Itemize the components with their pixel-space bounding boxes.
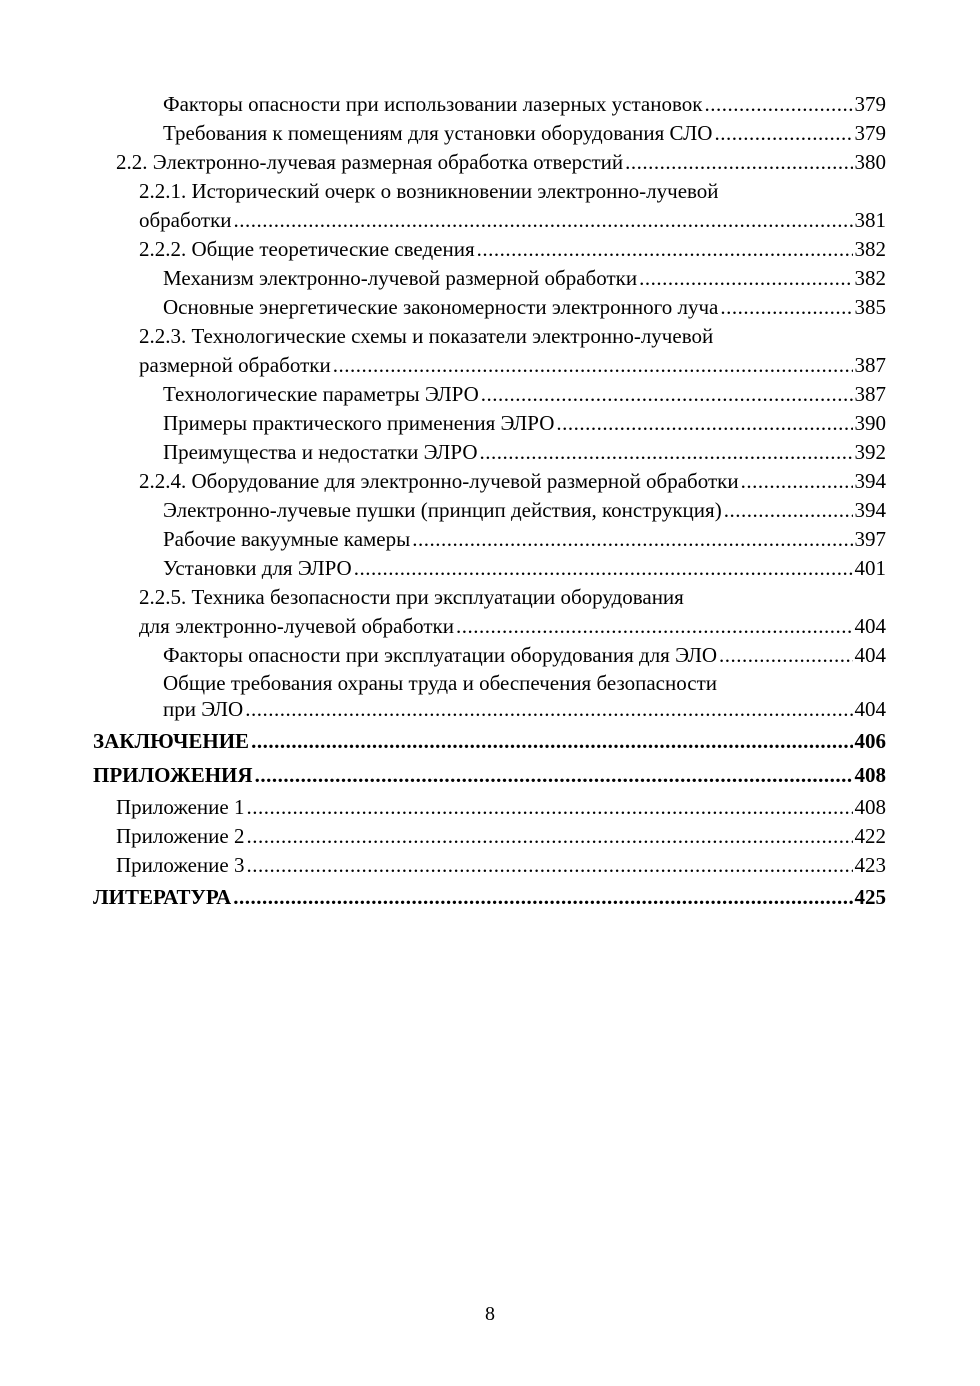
toc-entry[interactable]: [93, 293, 886, 322]
toc-entry-page: 379: [854, 121, 886, 145]
toc-entry[interactable]: [93, 822, 886, 851]
dot-leader: [251, 726, 852, 756]
toc-entry-conclusion[interactable]: [93, 726, 886, 756]
toc-entry-title-line1: 2.2.5. Техника безопасности при эксплуатации оборудования: [139, 585, 684, 609]
dot-leader: [246, 851, 852, 880]
dot-leader: [477, 235, 853, 264]
page-number: 8: [485, 1303, 495, 1325]
toc-entry-page: 408: [854, 763, 886, 787]
toc-entry-page: 408: [854, 795, 886, 819]
dot-leader: [246, 822, 852, 851]
toc-entry-page: 382: [854, 237, 886, 261]
toc-entry-appendices[interactable]: [93, 760, 886, 790]
dot-leader: [719, 641, 852, 670]
toc-entry[interactable]: [93, 467, 886, 496]
toc-entry[interactable]: [93, 496, 886, 525]
dot-leader: [714, 119, 852, 148]
toc-entry-page: 425: [854, 885, 886, 909]
toc-entry-page: 394: [854, 469, 886, 493]
dot-leader: [639, 264, 852, 293]
toc-entry-title: Факторы опасности при эксплуатации оборудования для ЭЛО: [163, 643, 718, 667]
toc-entry-page: 401: [854, 556, 886, 580]
dot-leader: [625, 148, 852, 177]
toc-entry-page: 394: [854, 498, 886, 522]
toc-entry[interactable]: [93, 235, 886, 264]
toc-entry[interactable]: [93, 148, 886, 177]
table-of-contents: [93, 90, 886, 912]
toc-entry[interactable]: [93, 793, 886, 822]
toc-entry-title: 2.2. Электронно-лучевая размерная обработка отверстий: [116, 150, 624, 174]
toc-entry-title-line2: для электронно-лучевой обработки: [139, 614, 454, 638]
dot-leader: [720, 293, 852, 322]
toc-entry-title-line2: при ЭЛО: [163, 697, 244, 721]
dot-leader: [456, 612, 853, 641]
toc-entry-page: 406: [854, 729, 886, 753]
dot-leader: [233, 882, 852, 912]
toc-entry-title: Примеры практического применения ЭЛРО: [163, 411, 555, 435]
toc-entry-page: 423: [854, 853, 886, 877]
dot-leader: [741, 467, 853, 496]
toc-entry-title-line2: обработки: [139, 208, 232, 232]
toc-entry-title: 2.2.4. Оборудование для электронно-лучевой размерной обработки: [139, 469, 739, 493]
toc-entry-title-line1: 2.2.1. Исторический очерк о возникновении электронно-лучевой: [139, 179, 719, 203]
toc-entry-title: ЛИТЕРАТУРА: [93, 885, 232, 909]
dot-leader: [704, 90, 852, 119]
toc-entry-title-line2: размерной обработки: [139, 353, 331, 377]
toc-entry[interactable]: [93, 380, 886, 409]
toc-entry-page: 404: [854, 697, 886, 721]
dot-leader: [234, 206, 853, 235]
toc-entry-title: Рабочие вакуумные камеры: [163, 527, 411, 551]
toc-entry-page: 422: [854, 824, 886, 848]
toc-entry[interactable]: [93, 119, 886, 148]
toc-entry-page: 387: [854, 382, 886, 406]
toc-entry-page: 387: [854, 353, 886, 377]
toc-entry-page: 392: [854, 440, 886, 464]
toc-entry-title: Установки для ЭЛРО: [163, 556, 352, 580]
toc-entry[interactable]: [93, 264, 886, 293]
toc-entry-title-line1: Общие требования охраны труда и обеспечения безопасности: [163, 671, 717, 695]
toc-entry-page: 379: [854, 92, 886, 116]
dot-leader: [480, 438, 853, 467]
toc-entry-page: 382: [854, 266, 886, 290]
dot-leader: [724, 496, 853, 525]
toc-entry[interactable]: [93, 438, 886, 467]
toc-entry-title-line1: 2.2.3. Технологические схемы и показатели электронно-лучевой: [139, 324, 714, 348]
toc-entry[interactable]: [93, 177, 886, 235]
toc-entry-page: 390: [854, 411, 886, 435]
toc-entry-page: 381: [854, 208, 886, 232]
toc-entry[interactable]: [93, 583, 886, 641]
toc-entry[interactable]: [93, 322, 886, 380]
dot-leader: [481, 380, 853, 409]
toc-entry-title: ЗАКЛЮЧЕНИЕ: [93, 729, 250, 753]
toc-entry-title: 2.2.2. Общие теоретические сведения: [139, 237, 475, 261]
toc-entry[interactable]: [93, 90, 886, 119]
dot-leader: [354, 554, 853, 583]
toc-entry-title: Требования к помещениям для установки оборудования СЛО: [163, 121, 713, 145]
toc-entry-title: Электронно-лучевые пушки (принцип действия, конструкция): [163, 498, 722, 522]
toc-entry-page: 380: [854, 150, 886, 174]
toc-entry-page: 404: [854, 643, 886, 667]
toc-entry-title: Механизм электронно-лучевой размерной обработки: [163, 266, 638, 290]
toc-entry-title: Приложение 2: [116, 824, 245, 848]
toc-entry-title: Факторы опасности при использовании лазерных установок: [163, 92, 703, 116]
dot-leader: [412, 525, 852, 554]
dot-leader: [556, 409, 852, 438]
dot-leader: [246, 793, 852, 822]
toc-entry-title: Основные энергетические закономерности электронного луча: [163, 295, 719, 319]
toc-entry-page: 385: [854, 295, 886, 319]
toc-entry[interactable]: [93, 641, 886, 670]
toc-entry-title: Преимущества и недостатки ЭЛРО: [163, 440, 478, 464]
toc-entry-page: 404: [854, 614, 886, 638]
toc-entry-title: ПРИЛОЖЕНИЯ: [93, 763, 253, 787]
toc-entry[interactable]: [93, 409, 886, 438]
toc-entry[interactable]: [93, 554, 886, 583]
dot-leader: [245, 696, 852, 722]
toc-entry-title: Приложение 3: [116, 853, 245, 877]
toc-entry-literature[interactable]: [93, 882, 886, 912]
toc-entry-title: Технологические параметры ЭЛРО: [163, 382, 479, 406]
dot-leader: [333, 351, 853, 380]
toc-entry[interactable]: [93, 670, 886, 722]
toc-entry[interactable]: [93, 851, 886, 880]
toc-entry[interactable]: [93, 525, 886, 554]
dot-leader: [255, 760, 853, 790]
toc-entry-title: Приложение 1: [116, 795, 245, 819]
toc-entry-page: 397: [854, 527, 886, 551]
